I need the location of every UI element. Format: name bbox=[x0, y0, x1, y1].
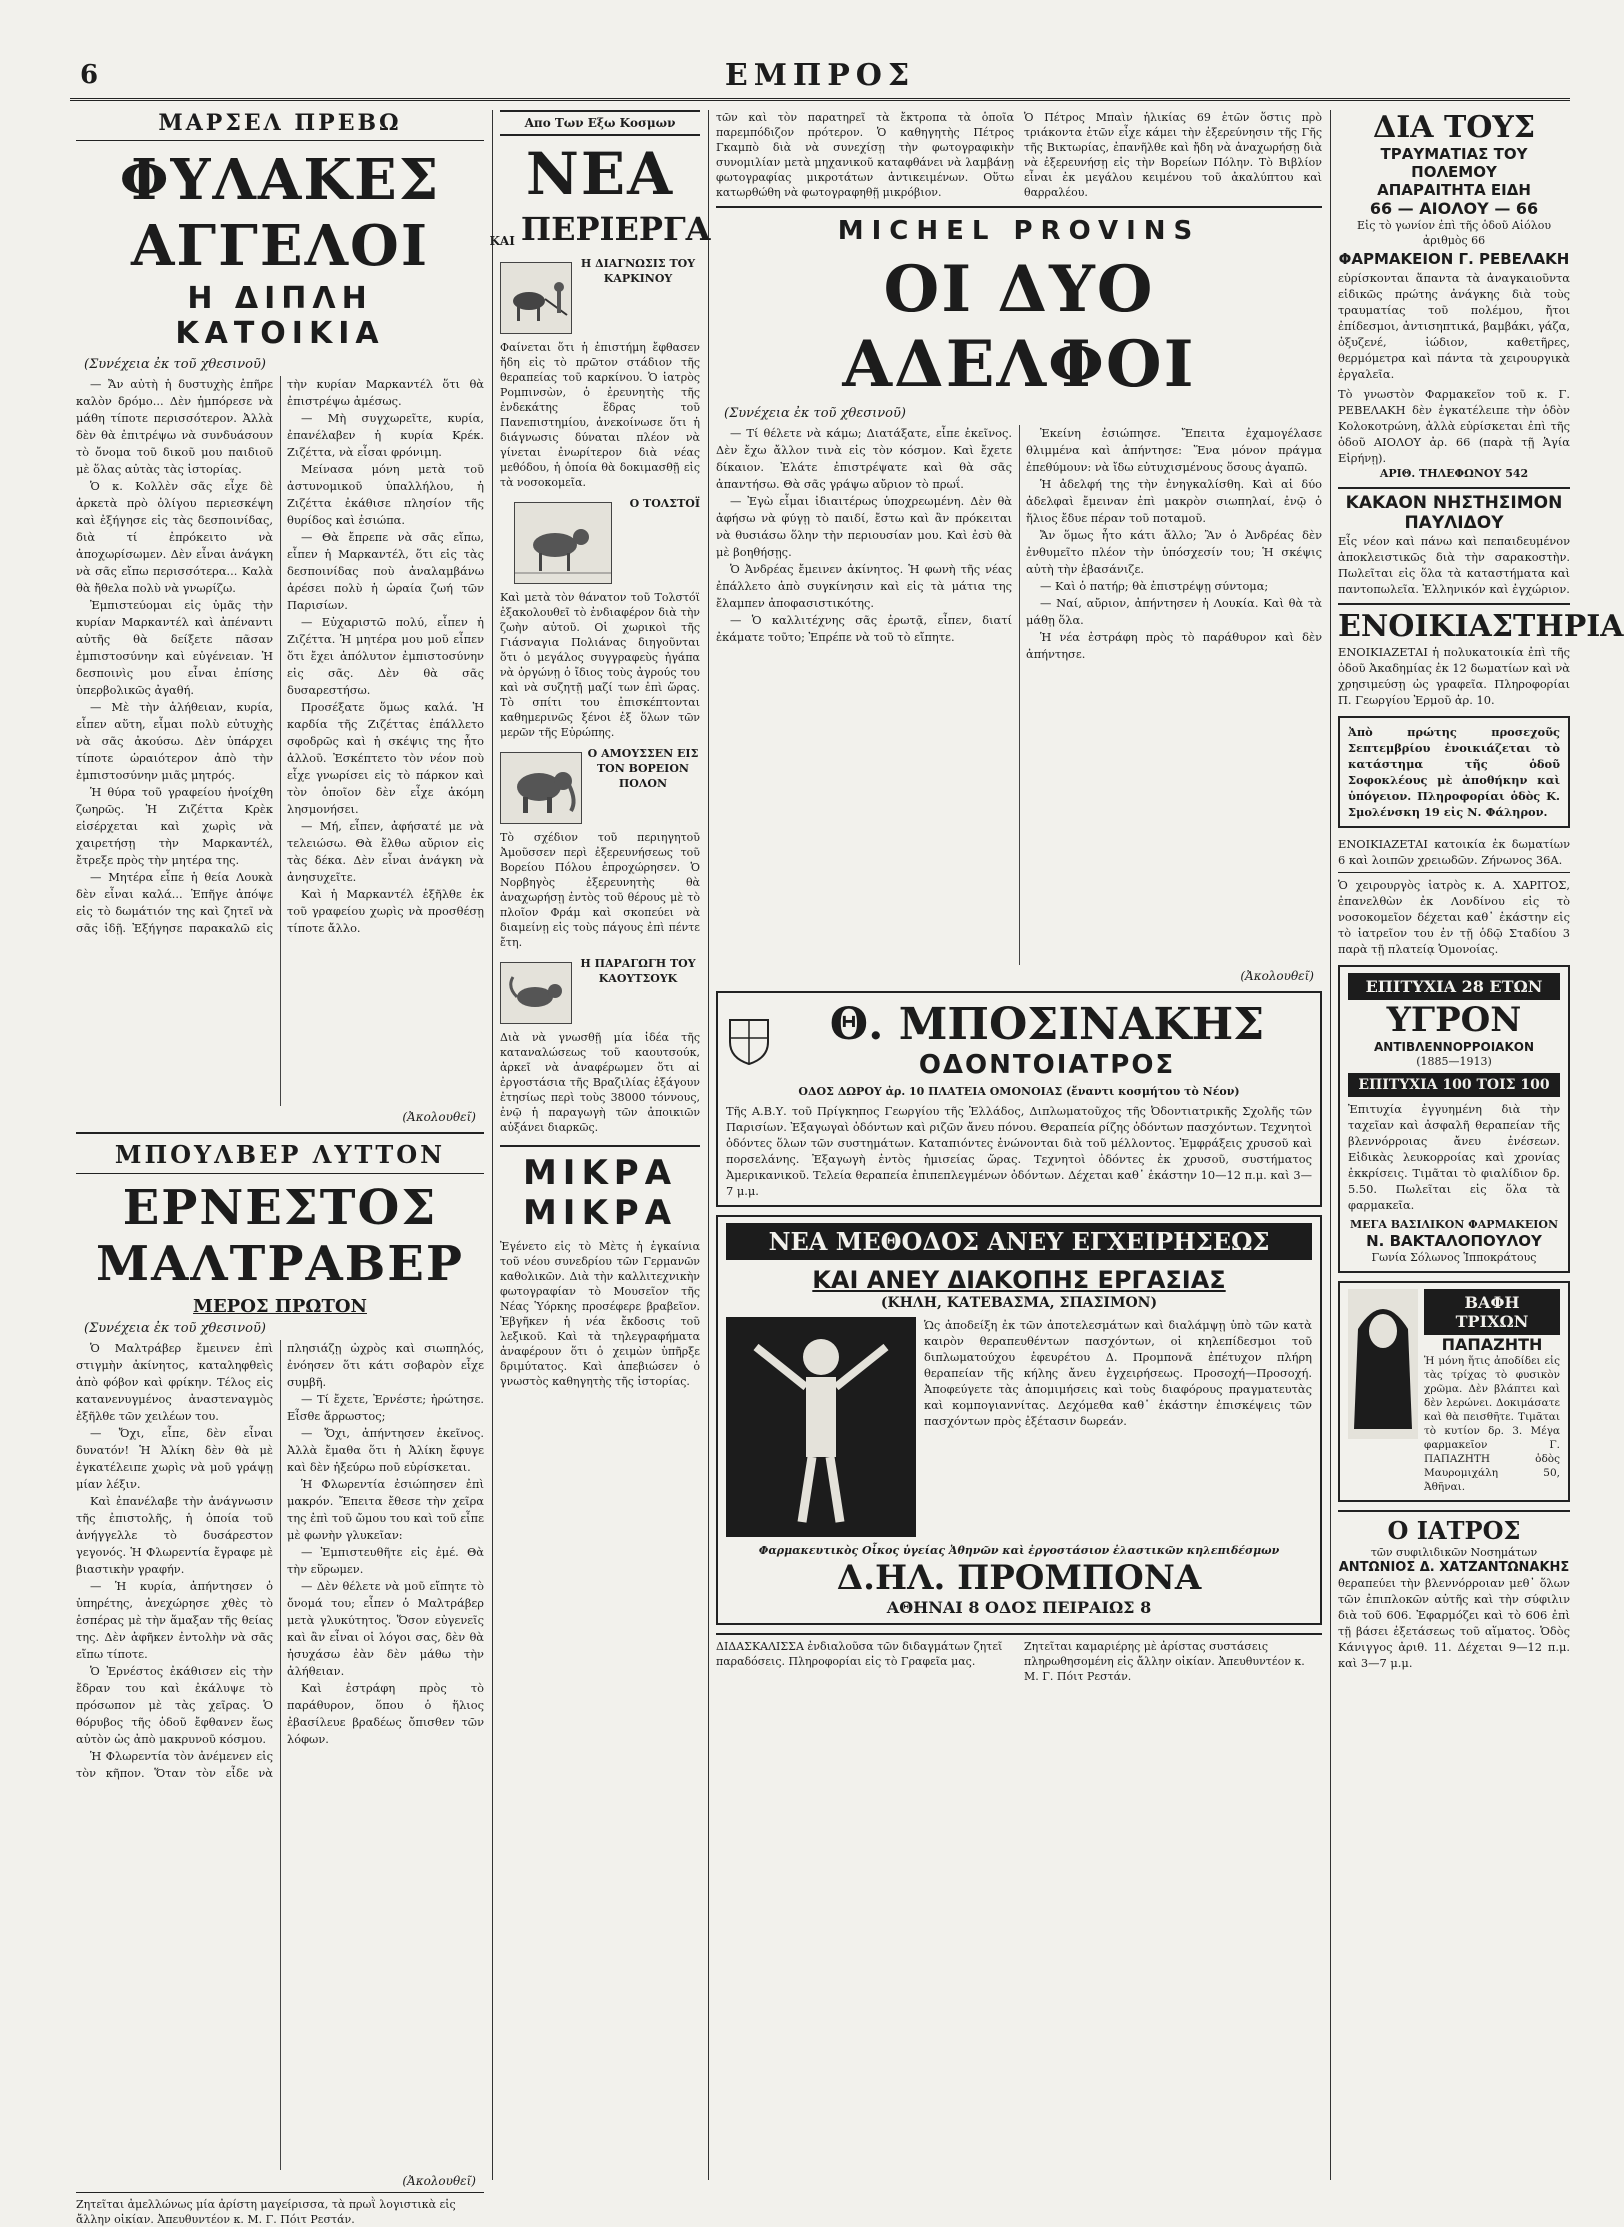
footer-notices bbox=[716, 1633, 1322, 1684]
follows-note: (Ἀκολουθεῖ) bbox=[402, 1110, 476, 1124]
ygron-banner2: ΕΠΙΤΥΧΙΑ 100 ΤΟΙΣ 100 bbox=[1348, 1073, 1560, 1097]
news-item bbox=[500, 746, 700, 950]
mikra-heading-2: ΜΙΚΡΑ bbox=[522, 1193, 678, 1233]
mikra-heading: ΜΙΚΡΑ bbox=[522, 1153, 678, 1193]
pharmacy-ad-sub2: ΑΠΑΡΑΙΤΗΤΑ ΕΙΔΗ bbox=[1377, 181, 1531, 199]
serial2-follows: (Ἀκολουθεῖ) bbox=[402, 2174, 476, 2188]
news-column bbox=[489, 110, 711, 2170]
ygron-text: Ἐπιτυχία ἐγγυημένη διὰ τὴν ταχεῖαν καὶ ἀσφαλῆ θεραπείαν τῆς βλεννόρροιας ἄνευ ἐνέσεων. Εἰδικὰς λευκορροίας καὶ χρονίας ἐκκρίσεις. Τιμᾶται τὸ φιαλίδιον δρ. 5.50. Πωλεῖται εἰς ὅλα τὰ φαρμακεῖα. bbox=[1348, 1102, 1560, 1212]
paragraph: — Τί θέλετε νὰ κάμω; Διατάξατε, εἶπε ἐκεῖνος. Δὲν ἔχω ἄλλον τινὰ εἰς τὸν κόσμον. Καὶ ἔχετε δίκαιον. Ἐλάτε ἐπιστρέψατε καὶ θὰ σᾶς ἀπαντήσω. Θὰ σᾶς γράψω αὔριον τὸ πρωΐ. bbox=[716, 426, 1012, 491]
paragraph: Ὁ Ἀνδρέας ἔμεινεν ἀκίνητος. Ἡ φωνὴ τῆς νέας ἐπάλλετο ἀπὸ συγκίνησιν καὶ εἰς τὰ μάτια της ἔλαμπεν ἀποφασιστικότης. bbox=[716, 562, 1012, 610]
news-item bbox=[500, 496, 700, 740]
masthead bbox=[70, 58, 1570, 101]
ygron-sub: ΑΝΤΙΒΛΕΝΝΟΡΡΟΙΑΚΟΝ bbox=[1374, 1040, 1534, 1054]
pharmacy-ad-phone: ΑΡΙΘ. ΤΗΛΕΦΩΝΟΥ 542 bbox=[1379, 467, 1529, 480]
paragraph: — Ναί, αὔριον, ἀπήντησεν ἡ Λουκία. Καὶ θὰ τὰ μάθῃ ὅλα. bbox=[1026, 596, 1322, 627]
hairdye-ad bbox=[1338, 1281, 1570, 1502]
news-title-row bbox=[489, 210, 711, 248]
cocoa-ad-text: Εἶς νέον καὶ πάνω καὶ πεπαιδευμένον ἀποκλειστικῶς διὰ τὴν σαρακοστὴν. Πωλεῖται εἰς ὅλα τὰ καταστήματα καὶ παντοπωλεῖα. Ἑλληνικόν καὶ ἐγχώριον. bbox=[1338, 534, 1570, 596]
serial2-text bbox=[76, 1340, 484, 2170]
plough-illustration-icon bbox=[500, 262, 572, 334]
serial3-text bbox=[716, 425, 1322, 965]
news-item bbox=[500, 256, 700, 490]
hairdye-ad-content bbox=[1424, 1289, 1560, 1494]
ygron-name: Ν. ΒΑΚΤΑΛΟΠΟΥΛΟΥ bbox=[1366, 1232, 1542, 1250]
news-item-head bbox=[500, 256, 700, 340]
news-kai: ΚΑΙ bbox=[489, 234, 515, 248]
ygron-years: (1885—1913) bbox=[1416, 1055, 1492, 1068]
paragraph: Ἡ Φλωρεντία ἐσιώπησεν ἐπὶ μακρόν. Ἔπειτα ἔθεσε τὴν χεῖρα της ἐπὶ τοῦ ὤμου του καὶ τοῦ εἶπε μὲ φωνὴν γλυκεῖαν: bbox=[287, 1477, 484, 1542]
news-item-text: Φαίνεται ὅτι ἡ ἐπιστήμη ἔφθασεν ἤδη εἰς τὸ πρῶτον στάδιον τῆς θεραπείας τοῦ καρκίνου. Ὁ ἰατρὸς Ρομπινσὼν, ὁ ἐρευνητὴς τῆς ἐνδεκάτης ἕδρας τοῦ Πανεπιστημίου, ἀνεκοίνωσε ὅτι ἡ διάγνωσις δύναται πλέον νὰ γίνεται ἐνωρίτερον διὰ νέας μεθόδου, ἡ ὁποία θὰ δοκιμασθῇ εἰς τὰ νοσοκομεῖα. bbox=[500, 341, 700, 489]
serial-subtitle: Η ΔΙΠΛΗ ΚΑΤΟΙΚΙΑ bbox=[175, 281, 385, 351]
paragraph: Ἐμπιστεύομαι εἰς ὑμᾶς τὴν κυρίαν Μαρκαντέλ καὶ ἀπέναντι αὐτῆς θὰ δείξετε πᾶσαν ἐμπιστοσύνην καὶ εὐγένειαν. Ἡ δεσποινὶς μου εἶναι ἐπίσης ὑπερβολικῶς ἀγαθή. bbox=[76, 598, 273, 697]
doctor-title: Ο ΙΑΤΡΟΣ bbox=[1387, 1516, 1521, 1545]
dentist-profession: ΟΔΟΝΤΟΙΑΤΡΟΣ bbox=[918, 1050, 1176, 1080]
serial-author: ΜΑΡΣΕΛ ΠΡΕΒΩ bbox=[76, 110, 484, 141]
paragraph: — Τί ἔχετε, Ἐρνέστε; ἠρώτησε. Εἶσθε ἄρρωστος; bbox=[287, 1392, 484, 1423]
ygron-ad bbox=[1338, 965, 1570, 1273]
figure-illustration-icon bbox=[726, 1317, 916, 1537]
paragraph: Καὶ ἐπανέλαβε τὴν ἀνάγνωσιν τῆς ἐπιστολῆς, ἡ ὁποία τοῦ ἀνήγγελλε τὸ δυσάρεστον γεγονός. Ἡ Φλωρεντία ἔγραφε μὲ βιαστικὴν γραφήν. bbox=[76, 1494, 273, 1576]
ygron-banner: ΕΠΙΤΥΧΙΑ 28 ΕΤΩΝ bbox=[1348, 973, 1560, 1000]
paragraph: Ὁ κ. Κολλὲν σᾶς εἶχε δὲ ἀρκετὰ πρὸ ὀλίγου περιεσκέψη καὶ ἐξήγησε εἰς τὰς δεσποινίδας, διὰ τί ἐπρόκειτο νὰ ἀποχωρίσωμεν. Δὲν εἶναι ἀνάγκη νὰ σᾶς εἴπω περισσότερα... Καλὰ θὰ ἤθελα πολὺ νὰ γνωρίζω. bbox=[76, 479, 273, 595]
paragraph: — Ὁ καλλιτέχνης σᾶς ἐρωτᾷ, εἶπεν, διατί ἐκάματε τοῦτο; Ἐπρέπε νὰ τοῦ τὸ εἴπητε. bbox=[716, 613, 1012, 644]
paragraph: — Καὶ ὁ πατήρ; θὰ ἐπιστρέψῃ σύντομα; bbox=[1040, 579, 1269, 593]
elephant-illustration-icon bbox=[500, 752, 582, 824]
paragraph: — Ὄχι, εἶπε, δὲν εἶναι δυνατόν! Ἡ Ἀλίκη δὲν θὰ μὲ ἐγκατέλειπε χωρὶς νὰ μοῦ γράψῃ μίαν λέξιν. bbox=[76, 1426, 273, 1491]
column-rule bbox=[708, 110, 709, 2180]
paragraph: Καὶ ἐστράφη πρὸς τὸ παράθυρον, ὅπου ὁ ἥλιος ἐβασίλευε βραδέως ὄπισθεν τῶν λόφων. bbox=[287, 1681, 484, 1746]
column-rule bbox=[492, 110, 493, 2180]
footer-notice-left: ΔΙΔΑΣΚΑΛΙΣΣΑ ἐνδιαλοῦσα τῶν διδαγμάτων ζητεῖ παραδόσεις. Πληροφορίαι εἰς τὸ Γραφεῖα μας. bbox=[716, 1640, 1003, 1668]
paragraph: Ἡ νέα ἐστράφη πρὸς τὸ παράθυρον καὶ δὲν ἀπήντησε. bbox=[1026, 630, 1322, 661]
news-item-text: Τὸ σχέδιον τοῦ περιηγητοῦ Ἀμοῦσσεν περὶ ἐξερευνήσεως τοῦ Βορείου Πόλου ἐπροχώρησεν. Ὁ Νορβηγὸς ἐξερευνητὴς θὰ ἀναχωρήσῃ ἐντὸς τοῦ θέρους μὲ τὸ πλοῖον Φράμ καὶ σκοπεύει νὰ διαμείνῃ εἰς τοὺς πάγους ἐπὶ πέντε ἔτη. bbox=[500, 831, 700, 949]
dentist-ad bbox=[716, 991, 1322, 1207]
feature-column bbox=[716, 110, 1322, 2170]
dentist-ad-titles bbox=[782, 999, 1312, 1080]
ads-column bbox=[1338, 110, 1624, 2170]
paragraph: — Μητέρα εἶπε ἡ θεία Λουκὰ δὲν εἶναι καλά... Ἐπῆγε ἀπόψε εἰς τὸ δωμάτιόν της καὶ ζητεῖ νὰ σᾶς ἰδῇ. Ἐξήγησε παρακαλῶ εἰς τὴν κυρίαν Μαρκαντέλ ὅτι θὰ ἐπιστρέψω ἀμέσως. bbox=[76, 377, 484, 935]
paragraph: — Δὲν θέλετε νὰ μοῦ εἴπητε τὸ ὄνομά του; εἶπεν ὁ Μαλτράβερ μετὰ γλυκύτητος. Ὅσον εὐγενεῖς καὶ ἂν εἶναι οἱ λόγοι σας, δὲν θὰ ἠσυχάσω ἐὰν δὲν μάθω τὴν ἀλήθειαν. bbox=[287, 1579, 484, 1678]
cattle-illustration-icon bbox=[514, 502, 612, 584]
serial3-author: MICHEL PROVINS bbox=[837, 216, 1201, 246]
animal-illustration-icon bbox=[500, 962, 572, 1024]
method-text: Ὡς ἀποδείξη ἐκ τῶν ἀποτελεσμάτων καὶ διαλάμψῃ ὑπὸ τῶν κατὰ καιρὸν θεραπευθέντων πασχόντων, οἱ κηλεπίδεσμοι τοῦ διπλωματούχου ἐφευρέτου Δ. Προμπονᾶ ἐπέτυχον πλήρη θεραπείαν τῆς κήλης ἄνευ ἐγχειρήσεως. Προσοχή—Προσοχή. Ἀποφεύγετε τὰς ἀπομιμήσεις καὶ τοὺς διαφόρους πραγματευτὰς καὶ κομπογιαννίτας. Δεχόμεθα καθ᾽ ἑκάστην ἐπισκέψεις τῶν πασχόντων πρὸς ἐξέτασιν δωρεάν. bbox=[924, 1318, 1312, 1428]
paragraph: — Θὰ ἔπρεπε νὰ σᾶς εἴπω, εἶπεν ἡ Μαρκαντέλ, ὅτι εἰς τὰς δεσποινίδας ποὺ ἀναλαμβάνω ἀρέσει πολὺ ἡ ὡραία ζωή τῶν Παρισίων. bbox=[287, 530, 484, 612]
top-notes bbox=[716, 110, 1322, 200]
page-number: 6 bbox=[80, 60, 99, 90]
ygron-firm: ΜΕΓΑ ΒΑΣΙΛΙΚΟΝ ΦΑΡΜΑΚΕΙΟΝ bbox=[1349, 1218, 1559, 1231]
news-item-head bbox=[500, 956, 700, 1030]
method-title: ΝΕΑ ΜΕΘΟΔΟΣ ΑΝΕΥ ΕΓΧΕΙΡΗΣΕΩΣ bbox=[726, 1223, 1312, 1260]
serial-column bbox=[76, 110, 484, 2226]
pharmacy-ad bbox=[1338, 110, 1570, 481]
rentals-text3: ΕΝΟΙΚΙΑΖΕΤΑΙ κατοικία ἐκ δωματίων 6 καὶ λοιπῶν χρειωδῶν. Ζήνωνος 36Α. bbox=[1338, 837, 1570, 867]
doctor-ad bbox=[1338, 1510, 1570, 1671]
classified-notice: Ζητεῖται ἀμελλώνως μία ἀρίστη μαγείρισσα, τὰ πρωῒ λογιστικὰ εἰς ἄλλην οἰκίαν. Ἀπευθυντέον κ. Μ. Γ. Πόιτ Ρεστάν. bbox=[76, 2192, 484, 2227]
paragraph: Ἡ θύρα τοῦ γραφείου ἠνοίχθη ζωηρῶς. Ἡ Ζιζέττα Κρὲκ εἰσέρχεται καὶ χωρὶς νὰ χαιρετήσῃ τὴν Μαρκαντέλ, ἔτρεξε πρὸς τὴν μητέρα της. bbox=[76, 785, 273, 867]
dentist-name: Θ. ΜΠΟΣΙΝΑΚΗΣ bbox=[829, 999, 1265, 1050]
news-item-head bbox=[500, 496, 700, 590]
paragraph: Ὁ Ἐρνέστος ἐκάθισεν εἰς τὴν ἔδραν του καὶ ἐκάλυψε τὸ πρόσωπον μὲ τὰς χεῖρας. Ὁ θόρυβος τῆς ὁδοῦ ἔφθανεν ἕως αὐτὸν ὡς ἀπὸ μακρυνοῦ κόσμου. bbox=[76, 1664, 273, 1746]
dentist-ad-head bbox=[726, 999, 1312, 1080]
news-item-heading: Ο ΤΟΛΣΤΟΪ bbox=[629, 497, 700, 510]
serial-text bbox=[76, 376, 484, 1106]
news-item-heading: Η ΠΑΡΑΓΩΓΗ ΤΟΥ ΚΑΟΥΤΣΟΥΚ bbox=[580, 957, 696, 985]
hairdye-text: Ἡ μόνη ἥτις ἀποδίδει εἰς τὰς τρίχας τὸ φυσικὸν χρῶμα. Δὲν βλάπτει καὶ δὲν λερώνει. Δοκιμάσατε καὶ θὰ πεισθῆτε. Τιμᾶται τὸ κυτίον δρ. 3. Μέγα φαρμακεῖον Γ. ΠΑΠΑΖΗΤΗ ὁδὸς Μαυρομιχάλη 50, Ἀθῆναι. bbox=[1424, 1355, 1560, 1493]
crest-icon bbox=[726, 1014, 772, 1066]
paragraph: — Ἐγὼ εἶμαι ἰδιαιτέρως ὑποχρεωμένη. Δὲν θὰ ἀφήσω νὰ φύγῃ τὸ παιδί, ἔστω καὶ ἂν πρόκειται νὰ θυσιάσω ὅλην τὴν περιουσίαν μου. Καὶ ἐσὺ θὰ μὲ βοηθήσῃς. bbox=[716, 494, 1012, 559]
paragraph: Ἡ ἀδελφή της τὴν ἐνηγκαλίσθη. Καὶ αἱ δύο ἀδελφαὶ ἔμειναν ἐπὶ μακρὸν σιωπηλαί, ἐνῷ ὁ ἥλιος ἔδυε πέραν τοῦ ποταμοῦ. bbox=[1026, 477, 1322, 525]
rentals-section bbox=[1338, 603, 1624, 868]
news-item-text: Διὰ νὰ γνωσθῇ μία ἰδέα τῆς καταναλώσεως τοῦ καουτσούκ, ἀρκεῖ νὰ ἀναφέρωμεν ὅτι αἱ ἐργοστάσια τῆς Βραζιλίας ἐξάγουν ἐτησίως περὶ τοὺς 38000 τόννους, ἐνῷ ἡ παραγωγὴ τῶν ἀποικιῶν αὐξάνει διαρκῶς. bbox=[500, 1031, 700, 1134]
method-body bbox=[726, 1317, 1312, 1537]
paragraph: — Εὐχαριστῶ πολύ, εἶπεν ἡ Ζιζέττα. Ἡ μητέρα μου μοῦ εἶπεν ὅτι ἔχει ἀπόλυτον ἐμπιστοσύνην εἰς σᾶς. Δὲν θὰ σᾶς δυσαρεστήσω. bbox=[287, 615, 484, 697]
method-subtitle: ΚΑΙ ΑΝΕΥ ΔΙΑΚΟΠΗΣ ΕΡΓΑΣΙΑΣ bbox=[812, 1266, 1226, 1294]
paragraph: — Μὴ συγχωρεῖτε, κυρία, ἐπανέλαβεν ἡ κυρία Κρέκ. Ζιζέττα, νὰ εἶσαι φρόνιμη. bbox=[287, 411, 484, 459]
serial-title: ΦΥΛΑΚΕΣ ΑΓΓΕΛΟΙ bbox=[119, 147, 441, 279]
ygron-addr: Γωνία Σόλωνος Ἱπποκράτους bbox=[1371, 1251, 1537, 1264]
paragraph: — Ἄν αὐτὴ ἡ δυστυχὴς ἐπῆρε καλὸν δρόμο... Δὲν ἠμπόρεσε νὰ μάθη τίποτε περισσότερον. Ἀλλὰ δὲν θὰ ἐπιτρέψω νὰ συνδυάσουν τὸ ὄνομα τοῦ δικοῦ μου παιδιοῦ μὲ ὅλας αὐτὰς τὰς ἱστορίας. bbox=[76, 377, 273, 476]
top-note-right: Ὁ Πέτρος Μπαὶν ἡλικίας 69 ἐτῶν ὅστις πρὸ τριάκοντα ἐτῶν εἶχε κάμει τὴν ἐξερεύνησιν τῆς Γῆς τῆς Βικτωρίας, ἐπανῆλθε καὶ ἤδη νὰ ἀναχωρήσῃ διὰ νὰ ἐξερευνήσῃ εἰς τὴν Βορείων Πόλην. Τὸ Βιβλίον εἶναι ἐκ μεγάλου κειμένου τοῦ ἀκαλύπτου καὶ θαρραλέου. bbox=[1024, 111, 1322, 199]
dentist-address: ΟΔΟΣ ΔΩΡΟΥ ἀρ. 10 ΠΛΑΤΕΙΑ ΟΜΟΝΟΙΑΣ (ἔναντι κοσμήτου τὸ Νέον) bbox=[798, 1085, 1240, 1098]
pharmacy-ad-addr: 66 — ΑΙΟΛΟΥ — 66 bbox=[1369, 199, 1539, 218]
paragraph: Καὶ ἡ Μαρκαντέλ ἐξῆλθε ἐκ τοῦ γραφείου χωρὶς νὰ προσθέσῃ τίποτε ἄλλο. bbox=[287, 887, 484, 935]
news-title2: ΠΕΡΙΕΡΓΑ bbox=[520, 210, 711, 248]
news-item-heading: Ο ΑΜΟΥΣΣΕΝ ΕΙΣ ΤΟΝ ΒΟΡΕΙΟΝ ΠΟΛΟΝ bbox=[587, 747, 699, 790]
serial3-title: ΟΙ ΔΥΟ ΑΔΕΛΦΟΙ bbox=[842, 252, 1196, 402]
cocoa-ad bbox=[1338, 487, 1570, 597]
serial2 bbox=[76, 1132, 484, 2227]
woman-portrait-icon bbox=[1348, 1289, 1418, 1439]
paragraph: — Μή, εἶπεν, ἀφήσατέ με νὰ τελειώσω. Θὰ ἔλθω αὔριον εἰς τὰς δέκα. Δὲν εἶναι ἀνάγκη νὰ ἀνησυχεῖτε. bbox=[287, 819, 484, 884]
dentist-text: Τῆς Α.Β.Υ. τοῦ Πρίγκηπος Γεωργίου τῆς Ἑλλάδος, Διπλωματοῦχος τῆς Ὀδοντιατρικῆς Σχολῆς τῶν Παρισίων. Ἐξαγωγαὶ ὀδόντων καὶ ριζῶν ἄνευ πόνου. Θεραπεία ρίζης ὀδόντων πασχόντων. Τεχνητοὶ ὀδόντες ὅλων τῶν συστημάτων. Καταπιόντες ἐνώνονται διὰ τοῦ μέλλοντος. Ἐμφράξεις χρυσοῦ καὶ πορσελάνης. Ἐξαγωγὴ ἐντὸς ἡμισείας ὥρας. Τεχνητοὶ ὀδόντες ἐκ χρυσοῦ, συστήματος Ἀμερικανικοῦ. Τελεία θεραπεία ἐπιπεπλεγμένων ὀδόντων. Δέχεται καθ᾽ ἑκάστην 10—12 π.μ. καὶ 3—7 μ.μ. bbox=[726, 1104, 1312, 1198]
continued-note: (Συνέχεια ἐκ τοῦ χθεσινοῦ) bbox=[84, 357, 266, 372]
serial3-continued: (Συνέχεια ἐκ τοῦ χθεσινοῦ) bbox=[724, 406, 906, 421]
mikra-text: Ἐγένετο εἰς τὸ Μὲτς ἡ ἐγκαίνια τοῦ νέου συνεδρίου τῶν Γερμανῶν καθολικῶν. Διὰ τὴν καλλιτεχνικὴν φωτογραφίαν τὸ Μουσεῖον τῆς Νέας Ὑόρκης προσέφερε βραβεῖον. Ἐβγῆκεν ἡ νέα ἔκδοσις τοῦ λεξικοῦ. Καὶ τὰ τηλεγραφήματα ἀναφέρουν ὅτι ὁ χειμὼν ὑπῆρξε δριμύτατος. Καὶ ἀπεβιώσεν ὁ γνωστὸς καθηγητὴς τῆς ἱστορίας. bbox=[500, 1240, 700, 1388]
footer-notice-right: Ζητεῖται καμαριέρης μὲ ἀρίστας συστάσεις πληρωθησομένη εἰς ἄλλην οἰκίαν. Ἀπευθυντέον κ. Μ. Γ. Πόιτ Ρεστάν. bbox=[1024, 1640, 1305, 1683]
news-title: ΝΕΑ bbox=[525, 140, 675, 208]
doctor-sub: τῶν συφιλιδικῶν Νοσημάτων bbox=[1370, 1546, 1538, 1559]
pharmacy-ad-text2: Τὸ γνωστὸν Φαρμακεῖον τοῦ κ. Γ. ΡΕΒΕΛΑΚΗ δὲν ἐγκατέλειπε τὴν ὁδὸν Κολοκοτρώνη, ἀλλὰ εὑρίσκεται ἐπὶ τῆς ὁδοῦ ΑΙΟΛΟΥ ἀρ. 66 (παρὰ τῇ Ἁγία Εἰρήνῃ). bbox=[1338, 387, 1570, 465]
method-conditions: (ΚΗΛΗ, ΚΑΤΕΒΑΣΜΑ, ΣΠΑΣΙΜΟΝ) bbox=[880, 1295, 1158, 1311]
news-item-head bbox=[500, 746, 700, 830]
paragraph: Μείνασα μόνη μετὰ τοῦ ἀστυνομικοῦ ὑπαλλήλου, ἡ Ζιζέττα ἐκάθισε πλησίον τῆς θυρίδος καὶ ἐσιώπα. bbox=[287, 462, 484, 527]
paragraph: Προσέξατε ὅμως καλά. Ἡ καρδία τῆς Ζιζέττας ἐπάλλετο σφοδρῶς καὶ ἡ σκέψις της ἦτο ἀλλοῦ. Ἐσκέπτετο τὸν νέον ποὺ εἶχε γνωρίσει εἰς τὸ πάρκον καὶ τὸν ὁποῖον δὲν εἶχε ἀκόμη λησμονήσει. bbox=[287, 700, 484, 816]
cocoa-ad-sub: ΠΑΥΛΙΔΟΥ bbox=[1404, 513, 1504, 533]
newspaper-title: ΕΜΠΡΟΣ bbox=[724, 58, 916, 93]
serial2-title: ΕΡΝΕΣΤΟΣ ΜΑΛΤΡΑΒΕΡ bbox=[96, 1180, 464, 1292]
pharmacy-ad-title: ΔΙΑ ΤΟΥΣ bbox=[1372, 110, 1536, 145]
method-address: ΑΘΗΝΑΙ 8 ΟΔΟΣ ΠΕΙΡΑΙΩΣ 8 bbox=[886, 1598, 1152, 1617]
method-ad bbox=[716, 1215, 1322, 1625]
paragraph: — Ἡ κυρία, ἀπήντησεν ὁ ὑπηρέτης, ἀνεχώρησε χθὲς τὸ ἑσπέρας μὲ τὴν ἅμαξαν τῆς θείας της. Δὲν ἀφῆκεν ἐντολὴν νὰ σᾶς εἴπω τίποτε. bbox=[76, 1579, 273, 1661]
news-item-text: Καὶ μετὰ τὸν θάνατον τοῦ Τολστόϊ ἐξακολουθεῖ τὸ ἐνδιαφέρον διὰ τὴν ζωὴν αὐτοῦ. Οἱ χωρικοὶ τῆς Γιάσναγια Πολιάνας διηγοῦνται ὅτι ὁ μεγάλος συγγραφεὺς ἠγάπα νὰ ὀργώνῃ ὁ ἴδιος τοὺς ἀγρούς του καὶ νὰ συζητῇ μαζί των ἐπὶ ὥρας. Τὸ σπίτι του ἐπισκέπτονται καθημερινῶς ξένοι ἐξ ὅλων τῶν μερῶν τῆς Εὐρώπης. bbox=[500, 591, 700, 739]
doctor-text: θεραπεύει τὴν βλεννόρροιαν μεθ᾽ ὅλων τῶν ἐπιπλοκῶν αὐτῆς καὶ τὴν σύφιλιν διὰ τοῦ 606. Ἐφαρμόζει καὶ τὸ 606 ἐπὶ τῇ βάσει ἐξετάσεως τοῦ αἵματος. Ὁδὸς Κάνιγγος ἀριθ. 11. Δέχεται 9—12 π.μ. καὶ 3—7 μ.μ. bbox=[1338, 1576, 1570, 1670]
mikra-section bbox=[500, 1145, 700, 1389]
paragraph: Ὁ Μαλτράβερ ἔμεινεν ἐπὶ στιγμὴν ἀκίνητος, καταληφθεὶς ἀπὸ φόβον καὶ φρίκην. Τέλος εἰς κατανενυγμένος ἀναστεναγμὸς ἐξῆλθε τῶν χειλέων του. bbox=[76, 1341, 273, 1423]
paragraph: Ἄν ὅμως ἦτο κάτι ἄλλο; Ἂν ὁ Ἀνδρέας δὲν ἐνθυμεῖτο πλέον τὴν ὑπόσχεσίν του; Ἡ σκέψις αὐτὴ τὴν ἐβασάνιζε. bbox=[1026, 528, 1322, 576]
cocoa-ad-title: ΚΑΚΑΟΝ ΝΗΣΤΗΣΙΜΟΝ bbox=[1345, 493, 1563, 513]
serial2-author: ΜΠΟΥΛΒΕΡ ΛΥΤΤΟΝ bbox=[76, 1140, 484, 1174]
hairdye-ad-body bbox=[1348, 1289, 1560, 1494]
paragraph: — Ἐμπιστευθῆτε εἰς ἐμέ. Θὰ τὴν εὕρωμεν. bbox=[287, 1545, 484, 1576]
serial2-part: ΜΕΡΟΣ ΠΡΩΤΟΝ bbox=[193, 1296, 367, 1317]
top-divider bbox=[716, 206, 1322, 208]
news-item-heading: Η ΔΙΑΓΝΩΣΙΣ ΤΟΥ ΚΑΡΚΙΝΟΥ bbox=[580, 257, 696, 285]
rentals-text2: Ἀπὸ πρώτης προσεχοῦς Σεπτεμβρίου ἐνοικιάζεται τὸ κατάστημα τῆς ὁδοῦ Σοφοκλέους μὲ ἀποθήκην καὶ ὑπόγειον. Πληροφορίαι ὁδὸς Κ. Σμολένσκη 19 εἰς Ν. Φάληρον. bbox=[1338, 716, 1570, 828]
paragraph: Ἡ Φλωρεντία τὸν ἀνέμενεν εἰς τὸν κῆπον. Ὅταν τὸν εἶδε νὰ πλησιάζῃ ὠχρὸς καὶ σιωπηλός, ἐνόησεν ὅτι κάτι σοβαρὸν εἶχε συμβῆ. bbox=[76, 1341, 484, 1780]
hairdye-sub: ΠΑΠΑΖΗΤΗ bbox=[1441, 1335, 1543, 1354]
pharmacy-ad-line: Εἰς τὸ γωνίον ἐπὶ τῆς ὁδοῦ Αἰόλου ἀριθμὸς 66 bbox=[1356, 219, 1552, 247]
paragraph: — Μὲ τὴν ἀλήθειαν, κυρία, εἶπεν αὕτη, εἶμαι πολὺ εὐτυχὴς νὰ σᾶς ἀκούσω. Δὲν ὑπάρχει τίποτε ὡραιότερον ἀπὸ τὴν ἐμπιστοσύνην μιᾶς μητρός. bbox=[76, 700, 273, 782]
serial3-follows: (Ἀκολουθεῖ) bbox=[1240, 969, 1314, 983]
hairdye-title: ΒΑΦΗ ΤΡΙΧΩΝ bbox=[1424, 1289, 1560, 1335]
method-firm: Φαρμακευτικὸς Οἶκος ὑγείας Ἀθηνῶν καὶ ἐργοστάσιον ἐλαστικῶν κηλεπιδέσμων bbox=[758, 1544, 1280, 1557]
paragraph: — Ὄχι, ἀπήντησεν ἐκεῖνος. Ἀλλὰ ἔμαθα ὅτι ἡ Ἀλίκη ἔφυγε καὶ δὲν ἠξεύρω ποῦ εὑρίσκεται. bbox=[287, 1426, 484, 1474]
news-item bbox=[500, 956, 700, 1135]
rentals-title: ΕΝΟΙΚΙΑΣΤΗΡΙΑ bbox=[1338, 609, 1624, 644]
pharmacy-ad-name: ΦΑΡΜΑΚΕΙΟΝ Γ. ΡΕΒΕΛΑΚΗ bbox=[1338, 250, 1570, 268]
rentals-text: ΕΝΟΙΚΙΑΖΕΤΑΙ ἡ πολυκατοικία ἐπὶ τῆς ὁδοῦ Ἀκαδημίας ἐκ 12 δωματίων καὶ νὰ χρησιμεύσῃ ὡς γραφεῖα. Πληροφορίαι Π. Γεωργίου Ἐρμοῦ ἀρ. 10. bbox=[1338, 645, 1570, 707]
top-note-left: τῶν καὶ τὸν παρατηρεῖ τὰ ἔκτροπα τὰ ὁποῖα παρεμπόδιζον πρότερον. Ὁ καθηγητὴς Πέτρος Γκαμπὸ διὰ νὰ συνεχίσῃ τὴν φωτογραφικὴν συνομιλίαν μετὰ μηχανικοῦ καταφθάνει νὰ λαμβάνῃ φωτογραφίας μικροτάτων ἀντικειμένων. Οὕτω κατωρθώθη νὰ φωτογραφηθῇ μικρόβιον. bbox=[716, 111, 1014, 199]
pharmacy-ad-text: εὑρίσκονται ἅπαντα τὰ ἀναγκαιοῦντα εἰδικῶς πρώτης ἀνάγκης διὰ τοὺς τραυματίας τοῦ πολέμου, ἤτοι ἐπίδεσμοι, ἀντισηπτικά, βαμβάκι, γάζα, ὀξυζενέ, ἰώδιον, καθετῆρες, θερμόμετρα καὶ πάντα τὰ χειρουργικὰ ἐργαλεῖα. bbox=[1338, 271, 1570, 381]
news-header: Απο Των Εξω Κοσμων bbox=[500, 110, 700, 136]
paragraph: Ἐκείνη ἐσιώπησε. Ἔπειτα ἐχαμογέλασε θλιμμένα καὶ ἀπήντησε: Ἕνα μόνον πράγμα ἐπεθύμουν: νὰ ἴδω εὐτυχισμένους ὅσους ἀγαπῶ. bbox=[1026, 426, 1322, 474]
pharmacy-ad-sub: ΤΡΑΥΜΑΤΙΑΣ ΤΟΥ ΠΟΛΕΜΟΥ bbox=[1380, 145, 1528, 181]
surgeon-notice: Ὁ χειρουργὸς ἰατρὸς κ. Α. ΧΑΡΙΤΟΣ, ἐπανελθὼν ἐκ Λονδίνου εἰς τὸ νοσοκομεῖον δέχεται καθ᾽ ἑκάστην εἰς τὸ ἰατρεῖον του ἐν τῇ ὁδῷ Σταδίου 3 παρὰ τῇ πλατείᾳ Ὁμονοίας. bbox=[1338, 872, 1570, 957]
column-rule bbox=[1330, 110, 1331, 2180]
serial2-continued: (Συνέχεια ἐκ τοῦ χθεσινοῦ) bbox=[84, 1321, 266, 1336]
method-name: Δ.ΗΛ. ΠΡΟΜΠΟΝΑ bbox=[836, 1558, 1202, 1598]
ygron-title: ΥΓΡΟΝ bbox=[1386, 1000, 1522, 1040]
doctor-name: ΑΝΤΩΝΙΟΣ Δ. ΧΑΤΖΑΝΤΩΝΑΚΗΣ bbox=[1338, 1560, 1570, 1575]
